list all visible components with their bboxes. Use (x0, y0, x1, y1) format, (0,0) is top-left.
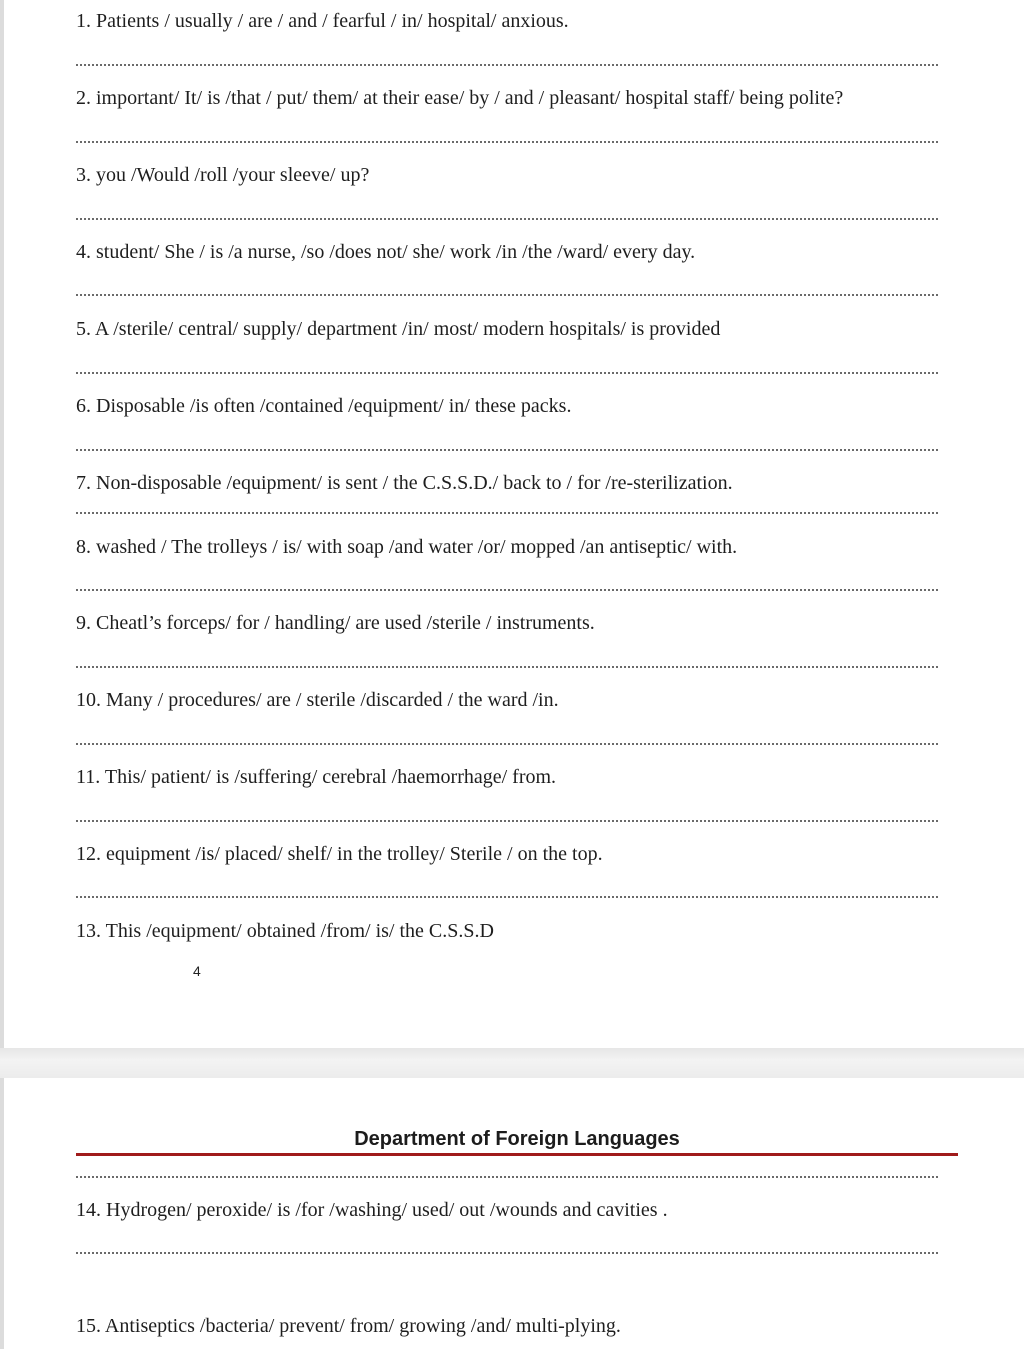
department-header (0, 1128, 1024, 1151)
question-4: 4. student/ She / is /a nurse, /so /does not/ she/ work /in /the /ward/ every day. (76, 241, 696, 263)
question-8: 8. washed / The trolleys / is/ with soap /and water /or/ mopped /an antiseptic/ with. (76, 536, 738, 558)
answer-line-11[interactable] (76, 820, 938, 822)
answer-line-6[interactable] (76, 449, 938, 451)
question-11: 11. This/ patient/ is /suffering/ cerebral /haemorrhage/ from. (76, 766, 557, 788)
question-9: 9. Cheatl’s forceps/ for / handling/ are used /sterile / instruments. (76, 612, 595, 634)
answer-line-4[interactable] (76, 294, 938, 296)
answer-line-1[interactable] (76, 64, 938, 66)
question-6: 6. Disposable /is often /contained /equipment/ in/ these packs. (76, 395, 572, 417)
answer-line-14[interactable] (76, 1252, 938, 1254)
answer-line-9[interactable] (76, 666, 938, 668)
answer-line-13[interactable] (76, 1176, 938, 1178)
question-3: 3. you /Would /roll /your sleeve/ up? (76, 164, 370, 186)
question-15: 15. Antiseptics /bacteria/ prevent/ from/ growing /and/ multi-plying. (76, 1315, 621, 1337)
worksheet-page-4 (4, 0, 1024, 1048)
question-14: 14. Hydrogen/ peroxide/ is /for /washing/ used/ out /wounds and cavities . (76, 1199, 668, 1221)
answer-line-5[interactable] (76, 372, 938, 374)
page-break (0, 1048, 1024, 1078)
answer-line-7[interactable] (76, 512, 938, 514)
question-1: 1. Patients / usually / are / and / fearful / in/ hospital/ anxious. (76, 10, 569, 32)
question-5: 5. A /sterile/ central/ supply/ department /in/ most/ modern hospitals/ is provided (76, 318, 721, 340)
answer-line-10[interactable] (76, 743, 938, 745)
department-header-text: Department of Foreign Languages (354, 1128, 680, 1150)
answer-line-2[interactable] (76, 141, 938, 143)
question-13: 13. This /equipment/ obtained /from/ is/ the C.S.S.D (76, 920, 494, 942)
answer-line-8[interactable] (76, 589, 938, 591)
page-number: 4 (193, 963, 201, 979)
question-7: 7. Non-disposable /equipment/ is sent / the C.S.S.D./ back to / for /re-sterilization. (76, 472, 733, 494)
question-12: 12. equipment /is/ placed/ shelf/ in the trolley/ Sterile / on the top. (76, 843, 603, 865)
question-2: 2. important/ It/ is /that / put/ them/ at their ease/ by / and / pleasant/ hospital staff/ being polite? (76, 87, 844, 109)
answer-line-3[interactable] (76, 218, 938, 220)
header-rule (76, 1153, 958, 1156)
answer-line-12[interactable] (76, 896, 938, 898)
question-10: 10. Many / procedures/ are / sterile /discarded / the ward /in. (76, 689, 559, 711)
